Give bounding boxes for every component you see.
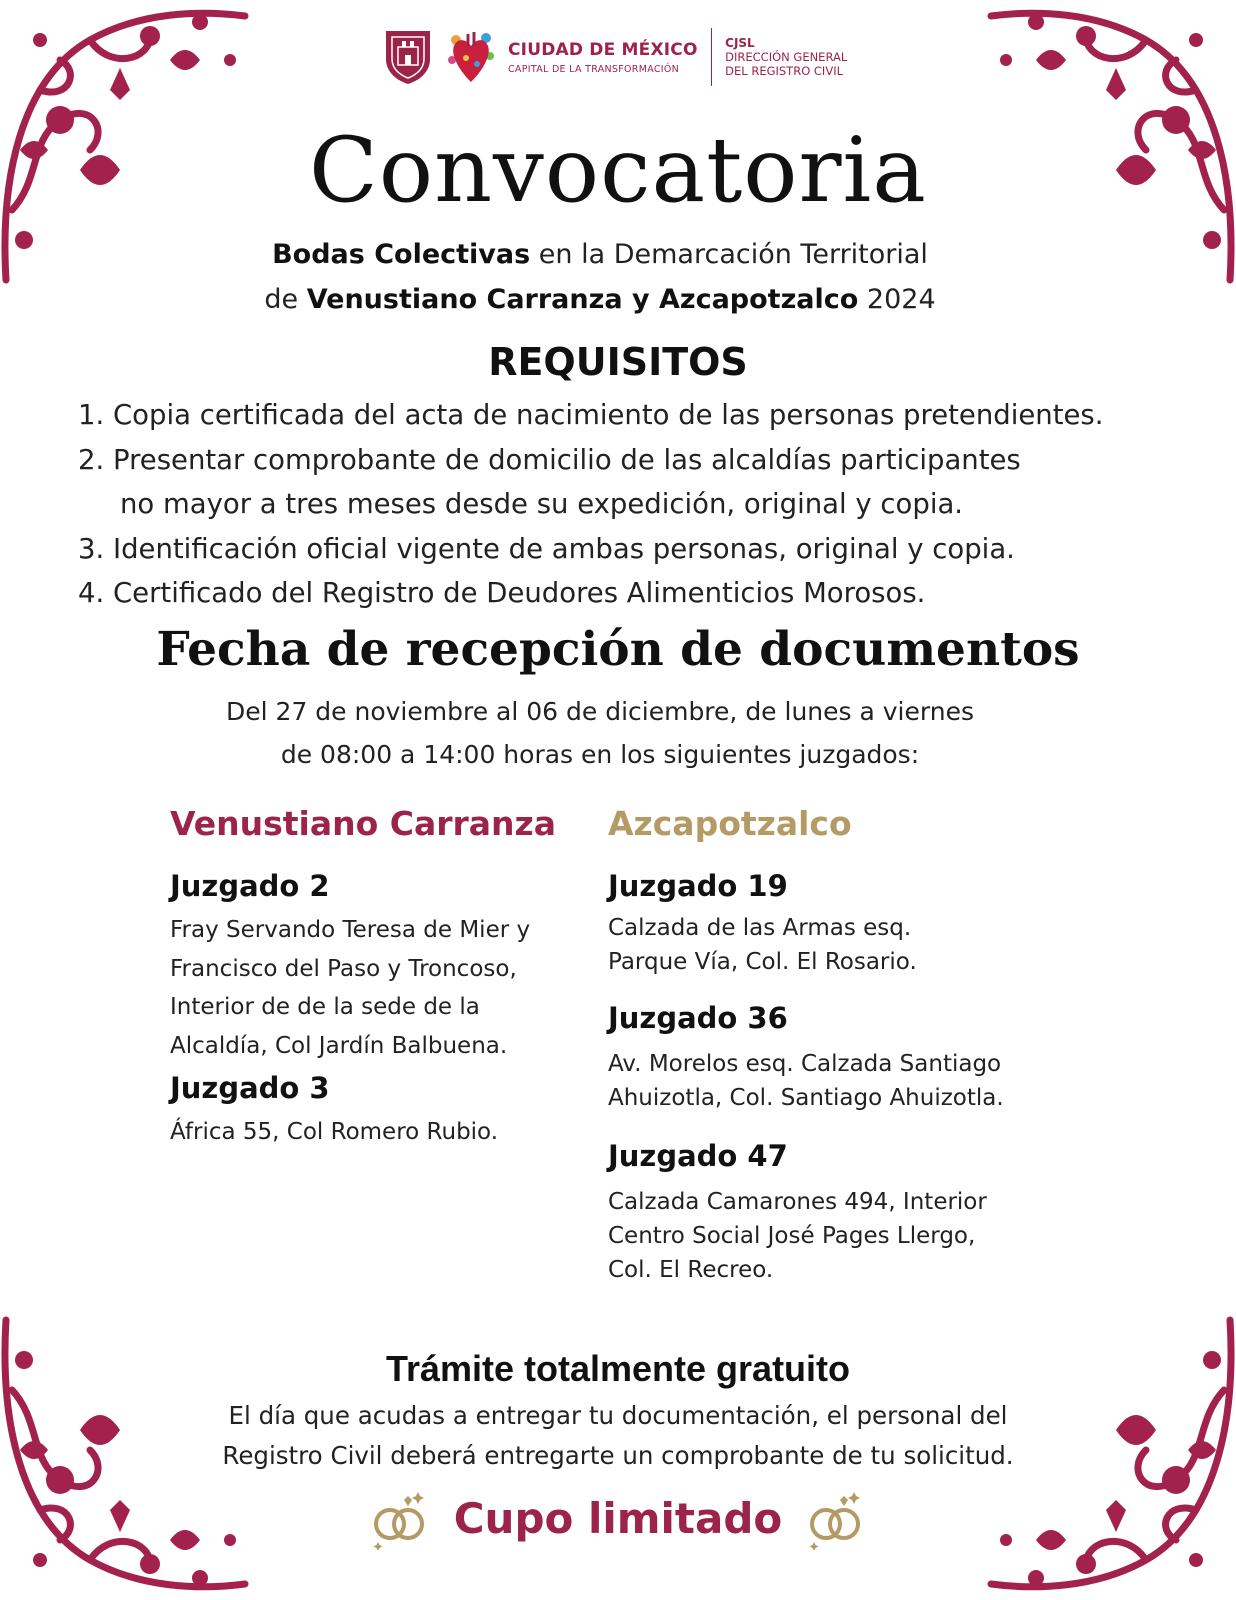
juzgado-47-address-line: Calzada Camarones 494, Interior	[608, 1189, 987, 1215]
juzgado-2-address-line: Interior de de la sede de la	[170, 994, 480, 1020]
cupo-limitado-banner	[0, 1486, 1236, 1550]
juzgado-3-address	[170, 1113, 590, 1152]
juzgado-19-address	[608, 911, 1078, 979]
juzgado-19-address-line: Parque Vía, Col. El Rosario.	[608, 949, 917, 975]
wedding-rings-icon	[368, 1486, 432, 1550]
subtitle-post-2: 2024	[858, 284, 936, 315]
footer-line-2: Registro Civil deberá entregarte un comprobante de tu solicitud.	[222, 1441, 1014, 1470]
tramite-gratuito-heading: Trámite totalmente gratuito	[385, 1348, 851, 1389]
cdmx-name: CIUDAD DE MÉXICO	[508, 39, 698, 60]
subtitle-rest-1: en la Demarcación Territorial	[530, 239, 928, 270]
anatomical-heart-icon	[446, 26, 496, 88]
juzgado-2-address-line: Fray Servando Teresa de Mier y	[170, 917, 531, 943]
juzgado-36-title: Juzgado 36	[608, 1001, 788, 1035]
footer-text	[0, 1396, 1236, 1476]
fecha-line-1: Del 27 de noviembre al 06 de diciembre, de lunes a viernes	[226, 697, 974, 726]
juzgado-36-address	[608, 1047, 1078, 1115]
header-divider	[711, 28, 713, 86]
juzgado-2-title: Juzgado 2	[170, 869, 330, 903]
cdmx-slogan: CAPITAL DE LA TRANSFORMACIÓN	[508, 63, 680, 75]
juzgado-47-address-line: Centro Social José Pages Llergo,	[608, 1223, 976, 1249]
venustiano-carranza-heading: Venustiano Carranza	[170, 804, 557, 843]
requisito-2: 2. Presentar comprobante de domicilio de las alcaldías participantes	[78, 443, 1021, 476]
juzgado-3-title: Juzgado 3	[170, 1071, 330, 1105]
juzgado-47-title: Juzgado 47	[608, 1139, 788, 1173]
requisitos-heading: REQUISITOS	[488, 340, 748, 384]
juzgado-19-address-line: Calzada de las Armas esq.	[608, 915, 912, 941]
page-title: Convocatoria	[309, 118, 927, 223]
cjsl-acronym: CJSL	[725, 36, 755, 50]
juzgado-19-title: Juzgado 19	[608, 869, 788, 903]
subtitle-bold-1: Bodas Colectivas	[272, 239, 531, 270]
fecha-heading: Fecha de recepción de documentos	[156, 622, 1080, 677]
juzgado-36-address-line: Av. Morelos esq. Calzada Santiago	[608, 1051, 1002, 1077]
azcapotzalco-heading: Azcapotzalco	[608, 804, 852, 843]
cdmx-shield-icon	[384, 29, 432, 85]
juzgado-2-address	[170, 911, 590, 1065]
juzgado-36-address-line: Ahuizotla, Col. Santiago Ahuizotla.	[608, 1085, 1004, 1111]
requisito-4: 4. Certificado del Registro de Deudores Alimenticios Morosos.	[78, 577, 926, 609]
cdmx-wordmark	[508, 40, 698, 75]
fecha-text	[0, 690, 1200, 776]
cupo-limitado-text: Cupo limitado	[453, 1493, 783, 1543]
juzgado-47-address	[608, 1185, 1078, 1287]
requisito-3: 3. Identificación oficial vigente de ambas personas, original y copia.	[78, 532, 1015, 565]
subtitle-bold-2: Venustiano Carranza y Azcapotzalco	[306, 284, 859, 315]
venustiano-carranza-column	[170, 804, 590, 1152]
cjsl-wordmark	[725, 36, 847, 78]
wedding-rings-icon	[804, 1486, 868, 1550]
header-logos	[384, 22, 847, 92]
fecha-line-2: de 08:00 a 14:00 horas en los siguientes juzgados:	[280, 740, 920, 769]
subtitle	[0, 232, 1200, 322]
subtitle-pre-2: de	[264, 284, 307, 315]
juzgado-2-address-line: Alcaldía, Col Jardín Balbuena.	[170, 1032, 508, 1059]
cjsl-line-2: DEL REGISTRO CIVIL	[725, 64, 843, 78]
juzgado-2-address-line: Francisco del Paso y Troncoso,	[170, 955, 517, 982]
azcapotzalco-column	[608, 804, 1078, 1287]
subtitle-line-1	[0, 232, 1200, 277]
subtitle-line-2	[0, 277, 1200, 322]
cjsl-line-1: DIRECCIÓN GENERAL	[725, 50, 848, 64]
requisito-1: 1. Copia certificada del acta de nacimiento de las personas pretendientes.	[78, 399, 1104, 431]
juzgado-47-address-line: Col. El Recreo.	[608, 1257, 774, 1283]
footer-line-1: El día que acudas a entregar tu documentación, el personal del	[228, 1401, 1008, 1430]
requisitos-list	[78, 393, 1198, 616]
requisito-2-continuation: no mayor a tres meses desde su expedición, original y copia.	[120, 488, 964, 520]
juzgado-3-address-line: África 55, Col Romero Rubio.	[170, 1119, 499, 1145]
